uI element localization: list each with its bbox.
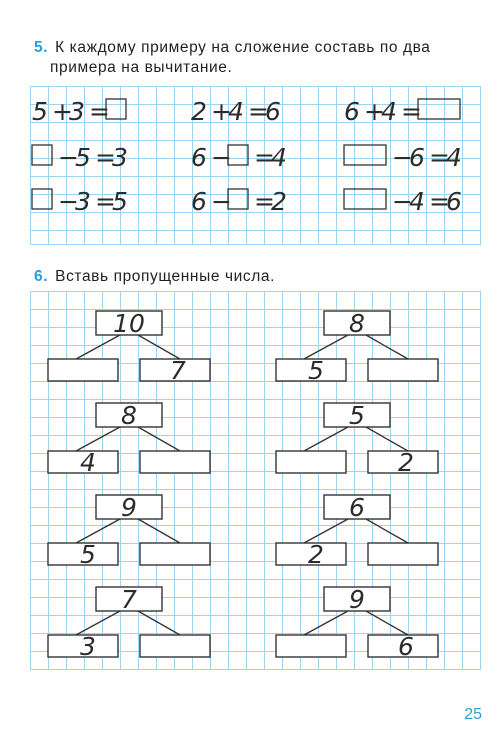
left-number: 4 [80,448,96,477]
left-number: 3 [80,632,96,661]
equation-sign: = [95,187,116,216]
right-number: 7 [170,356,186,385]
equation-sign: = [89,97,110,126]
top-number: 8 [121,401,137,430]
branch-right [366,519,408,543]
number-tree-left-3 [48,493,210,569]
left-number: 2 [308,540,324,569]
right-box [140,543,210,565]
equation-sign: = [254,143,275,172]
equation-number: 3 [112,143,128,172]
equation-sign: − [392,143,413,172]
branch-right [138,611,180,635]
top-number: 5 [349,401,365,430]
equation-sign: + [364,97,385,126]
task-5-text-line2: примера на вычитание. [50,59,233,76]
left-number: 5 [308,356,324,385]
number-tree-right-2 [276,401,438,477]
equation-sign: − [392,187,413,216]
right-box [140,635,210,657]
equation-number: 5 [75,143,91,172]
equation-sign: = [254,187,275,216]
task-6-grid [30,291,481,670]
left-box [276,635,346,657]
task-5-grid [30,86,481,245]
number-tree-right-1 [276,309,438,385]
task-5-title [34,38,431,58]
top-number: 8 [349,309,365,338]
equation-sign: = [429,143,450,172]
task-5-number: 5. [34,39,49,56]
equation-number: 3 [75,187,91,216]
task-5-text-line1: К каждому примеру на сложение составь по два [55,39,431,56]
right-number: 6 [398,632,414,661]
task-6-text: Вставь пропущенные числа. [55,268,276,285]
equation-number: 2 [191,97,207,126]
number-tree-left-2 [48,401,210,477]
equation-sign: = [429,187,450,216]
right-box [140,451,210,473]
right-number: 2 [398,448,414,477]
number-tree-left-1 [48,309,210,385]
equation-sign: + [52,97,73,126]
number-tree-right-3 [276,493,438,569]
equation-number: 6 [191,143,207,172]
task-5-equations [30,86,480,244]
answer-box [344,189,386,209]
equation-number: 4 [271,143,287,172]
equation-number: 4 [409,187,425,216]
answer-box [32,145,52,165]
branch-left [304,611,348,635]
equation-number: 6 [409,143,425,172]
equation-number: 5 [112,187,128,216]
task-6-trees [30,291,480,669]
top-number: 7 [121,585,137,614]
answer-box [344,145,386,165]
branch-right [366,335,408,359]
top-number: 9 [349,585,365,614]
left-number: 5 [80,540,96,569]
equation-number: 4 [381,97,397,126]
task-6-number: 6. [34,268,49,285]
branch-right [138,519,180,543]
equation-sign: = [248,97,269,126]
answer-box [32,189,52,209]
equation-number: 6 [191,187,207,216]
equation-sign: − [58,187,79,216]
equation-number: 2 [271,187,287,216]
equation-number: 4 [228,97,244,126]
left-box [48,359,118,381]
number-tree-right-4 [276,585,438,661]
right-box [368,543,438,565]
equation-sign: = [95,143,116,172]
top-number: 6 [349,493,365,522]
top-number: 10 [113,309,145,338]
equation-number: 5 [32,97,48,126]
page-number: 25 [464,706,482,723]
equation-number: 3 [69,97,85,126]
equation-sign: − [211,143,232,172]
equation-number: 6 [446,187,462,216]
equation-sign: + [211,97,232,126]
right-box [368,359,438,381]
answer-box [418,99,460,119]
task-6-title [34,267,275,287]
equation-number: 4 [446,143,462,172]
equation-sign: = [401,97,422,126]
equation-number: 6 [265,97,281,126]
branch-left [76,335,120,359]
number-tree-left-4 [48,585,210,661]
left-box [276,451,346,473]
equation-number: 6 [344,97,360,126]
top-number: 9 [121,493,137,522]
branch-right [138,427,180,451]
branch-left [304,427,348,451]
equation-sign: − [211,187,232,216]
equation-sign: − [58,143,79,172]
